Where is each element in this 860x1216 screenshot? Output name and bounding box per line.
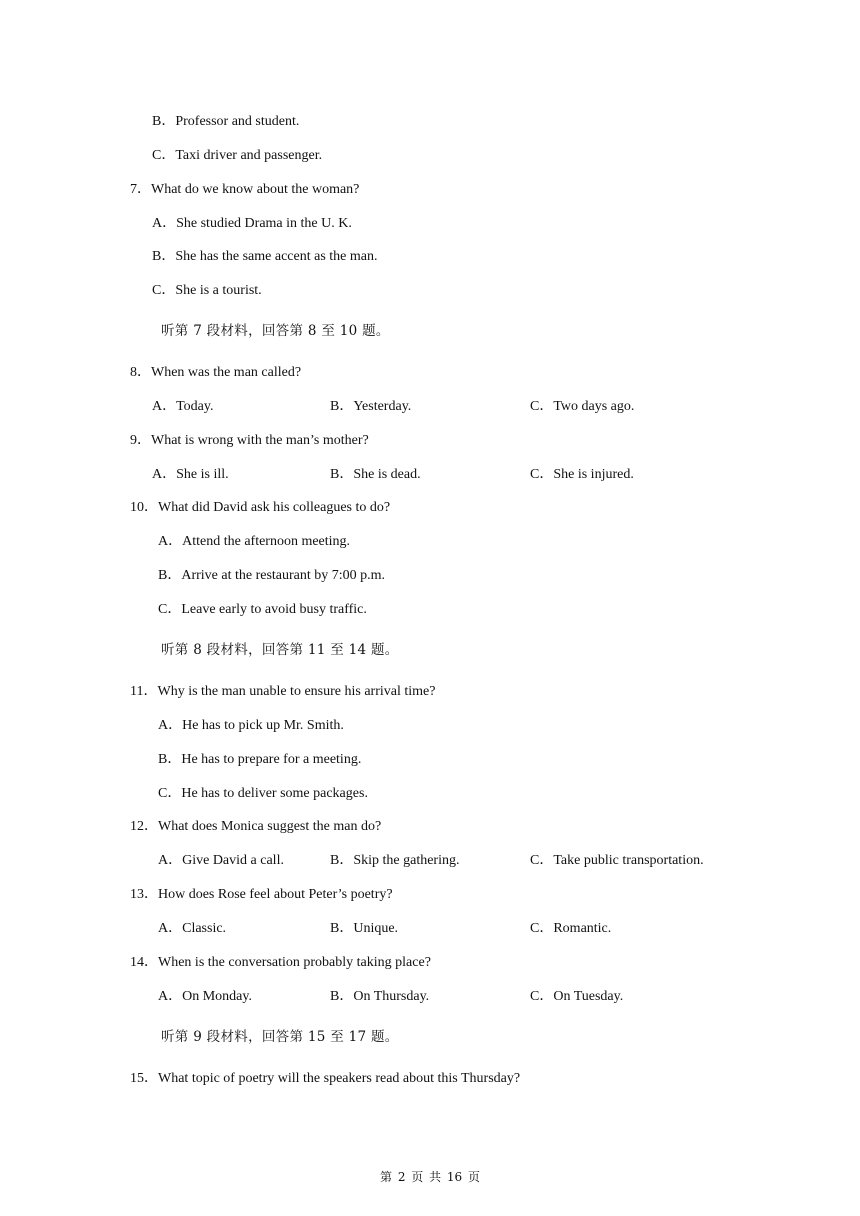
question-10: 10．What did David ask his colleagues to do?	[130, 500, 391, 515]
question-7: 7．What do we know about the woman?	[130, 182, 360, 197]
option-14c: C．On Tuesday.	[530, 989, 624, 1004]
option-12c: C．Take public transportation.	[530, 853, 704, 868]
section-heading-8: 听第 8 段材料，回答第 11 至 14 题。	[161, 642, 399, 658]
option-11b: B．He has to prepare for a meeting.	[158, 752, 362, 767]
option-7c: C．She is a tourist.	[152, 283, 262, 298]
option-10b: B．Arrive at the restaurant by 7:00 p.m.	[158, 568, 386, 583]
option-12a: A．Give David a call.	[158, 853, 284, 868]
page-footer: 第 2 页 共 16 页	[380, 1170, 480, 1184]
option-13a: A．Classic.	[158, 921, 227, 936]
option-14a: A．On Monday.	[158, 989, 252, 1004]
option-14b: B．On Thursday.	[330, 989, 430, 1004]
option-8c: C．Two days ago.	[530, 399, 635, 414]
question-11: 11．Why is the man unable to ensure his arrival time?	[130, 684, 436, 699]
option-10a: A．Attend the afternoon meeting.	[158, 534, 351, 549]
section-heading-7: 听第 7 段材料，回答第 8 至 10 题。	[161, 323, 390, 339]
option-13c: C．Romantic.	[530, 921, 612, 936]
question-15: 15．What topic of poetry will the speakers read about this Thursday?	[130, 1071, 521, 1086]
question-14: 14．When is the conversation probably taking place?	[130, 955, 431, 970]
option-13b: B．Unique.	[330, 921, 399, 936]
option-9a: A．She is ill.	[152, 467, 229, 482]
option-11a: A．He has to pick up Mr. Smith.	[158, 718, 344, 733]
option-12b: B．Skip the gathering.	[330, 853, 460, 868]
option-9c: C．She is injured.	[530, 467, 634, 482]
question-12: 12．What does Monica suggest the man do?	[130, 819, 382, 834]
option-8a: A．Today.	[152, 399, 214, 414]
option-7b: B．She has the same accent as the man.	[152, 249, 378, 264]
question-9: 9．What is wrong with the man’s mother?	[130, 433, 369, 448]
section-heading-9: 听第 9 段材料，回答第 15 至 17 题。	[161, 1029, 399, 1045]
option-6b: B．Professor and student.	[152, 114, 300, 129]
question-8: 8．When was the man called?	[130, 365, 302, 380]
question-13: 13．How does Rose feel about Peter’s poetry?	[130, 887, 393, 902]
option-6c: C．Taxi driver and passenger.	[152, 148, 323, 163]
option-11c: C．He has to deliver some packages.	[158, 786, 368, 801]
option-8b: B．Yesterday.	[330, 399, 412, 414]
option-9b: B．She is dead.	[330, 467, 421, 482]
option-10c: C．Leave early to avoid busy traffic.	[158, 602, 367, 617]
option-7a: A．She studied Drama in the U. K.	[152, 216, 352, 231]
